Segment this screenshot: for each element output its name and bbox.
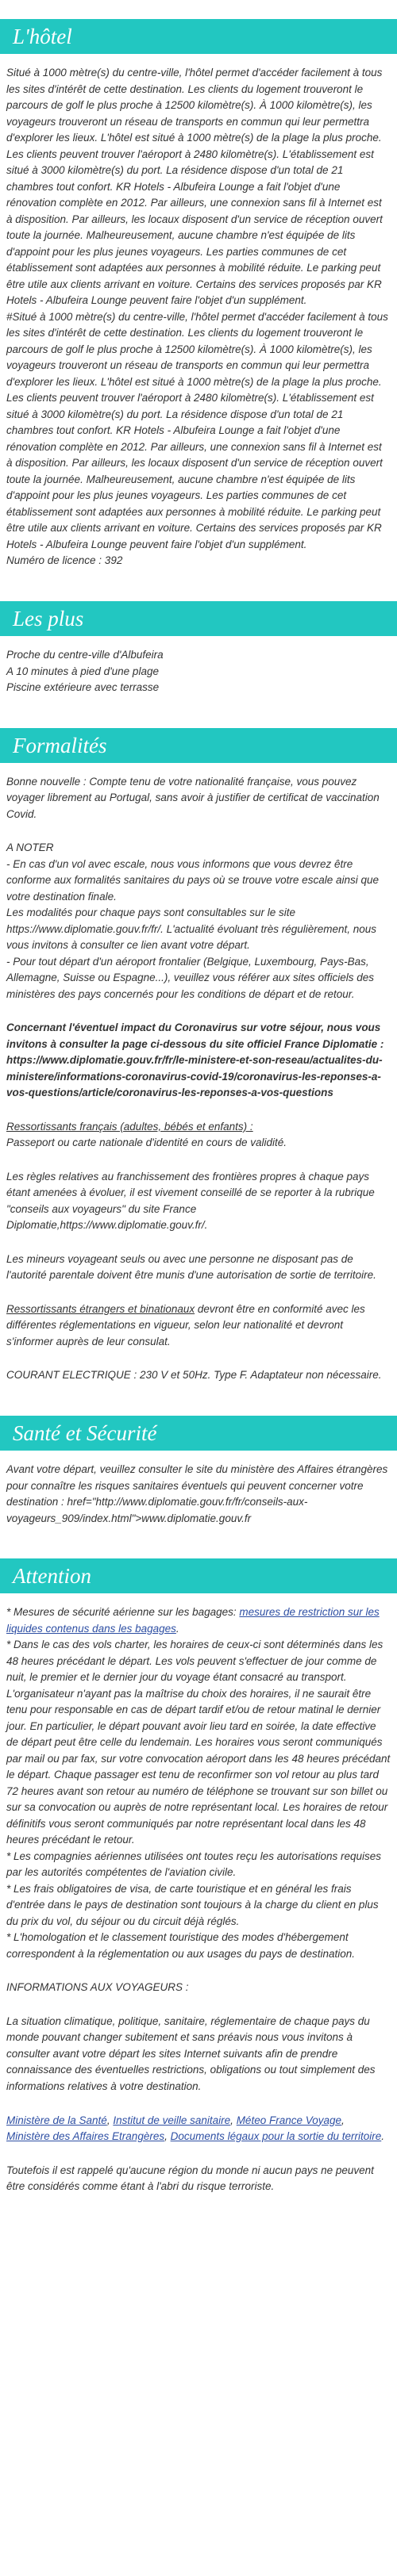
toutefois-text: Toutefois il est rappelé qu'aucune région du monde ni aucun pays ne peuvent être considérés comme étant à l'abri du risque terroriste. xyxy=(6,2164,374,2193)
securite-prefix: * Mesures de sécurité aérienne sur les bagages: xyxy=(6,1606,240,1619)
section-header-sante: Santé et Sécurité xyxy=(0,1416,397,1451)
veille-sanitaire-link[interactable]: Institut de veille sanitaire xyxy=(113,2114,231,2126)
plus-item: A 10 minutes à pied d'une plage xyxy=(6,665,159,677)
frais-obligatoires: * Les frais obligatoires de visa, de carte touristique et en général les frais d'entrée dans le pays de destination sont toujours à la charge du client en plus du prix du vol, du séjour ou du circuit déjà réglés. xyxy=(6,1882,379,1927)
infos-voyageurs-heading: INFORMATIONS AUX VOYAGEURS : xyxy=(6,1981,189,1994)
hotel-licence: Numéro de licence : 392 xyxy=(6,554,123,567)
courant-electrique: COURANT ELECTRIQUE : 230 V et 50Hz. Type F. Adaptateur non nécessaire. xyxy=(6,1369,382,1382)
plus-item: Proche du centre-ville d'Albufeira xyxy=(6,648,164,661)
covid-notice: Concernant l'éventuel impact du Coronavirus sur votre séjour, nous vous invitons à consulter la page ci-dessous du site officiel France Diplomatie : https://www.diplomatie.gouv.fr/fr/le-ministere-et-son-reseau/actualites-du-ministere/informations-coronavirus-covid-19/coronavirus-les-reponses-a-vos-questions/article/coronavirus-les-reponses-a-vos-questions xyxy=(6,1022,384,1099)
situation-text: La situation climatique, politique, sanitaire, réglementaire de chaque pays du monde pouvant changer subitement et sans préavis nous vous invitons à consulter avant votre départ les sites Internet suivants afin de prendre connaissance des éventuelles restrictions, obligations ou tout simplement des informations relatives à votre destination. xyxy=(6,2014,376,2092)
sante-text: Avant votre départ, veuillez consulter le site du ministère des Affaires étrangères pour connaître les risques sanitaires éventuels qui peuvent concerner votre destination : href="http://www.diplomatie.gouv.fr/fr/conseils-aux-voyageurs_909/index.html">www.diplomatie.gouv.fr xyxy=(6,1463,388,1524)
ministere-sante-link[interactable]: Ministère de la Santé xyxy=(6,2114,107,2126)
hotel-paragraph-1: Situé à 1000 mètre(s) du centre-ville, l'hôtel permet d'accéder facilement à tous les sites d'intérêt de cette destination. Les clients du logement trouveront le parcours de golf le plus proche à 12500 kilomètre(s). À 1000 kilomètre(s), les voyageurs trouveront un réseau de transports en commun qui leur permettra d'explorer les lieux. L'hôtel est situé à 1000 mètre(s) de la plage la plus proche. Les clients peuvent trouver l'aéroport à 2480 kilomètre(s). L'établissement est situé à 3000 kilomètre(s) du port. La résidence dispose d'un total de 21 chambres tout confort. KR Hotels - Albufeira Lounge a fait l'objet d'une rénovation complète en 2012. Par ailleurs, une connexion sans fil à Internet est à disposition. Par ailleurs, les locaux disposent d'un service de réception ouvert toute la journée. Malheureusement, aucune chambre n'est équipée de lits d'appoint pour les plus jeunes voyageurs. Les parties communes de cet établissement sont adaptées aux personnes à mobilité réduite. Le parking peut être utile aux clients arrivant en voiture. Certains des services proposés par KR Hotels - Albufeira Lounge peuvent faire l'objet d'un supplément. xyxy=(6,67,383,307)
formalites-content xyxy=(0,774,397,1384)
ressortissants-label: Ressortissants français (adultes, bébés et enfants) : xyxy=(6,1120,253,1133)
documents-legaux-link[interactable]: Documents légaux pour la sortie du territoire xyxy=(170,2130,382,2143)
a-noter-heading: A NOTER xyxy=(6,841,54,854)
mineurs-notice: Les mineurs voyageant seuls ou avec une personne ne disposant pas de l'autorité parentale doivent être munis d'une autorisation de sortie de territoire. xyxy=(6,1252,376,1282)
ressortissants-text: Passeport ou carte nationale d'identité en cours de validité. xyxy=(6,1137,287,1149)
etrangers-text: devront être en conformité avec les différentes réglementations en vigueur, selon leur nationalité et devront s'informer auprès de leur consulat. xyxy=(6,1302,365,1347)
section-header-plus: Les plus xyxy=(0,601,397,636)
section-header-hotel: L'hôtel xyxy=(0,19,397,54)
sante-content xyxy=(0,1462,397,1527)
homologation: * L'homologation et le classement touristique des modes d'hébergement correspondent à la réglementation ou aux usages du pays de destination. xyxy=(6,1931,356,1960)
securite-suffix: . xyxy=(175,1622,179,1635)
attention-content xyxy=(0,1604,397,2195)
a-noter-frontalier: - Pour tout départ d'un aéroport frontalier (Belgique, Luxembourg, Pays-Bas, Allemagne, Suisse ou Espagne...), veuillez vous référer aux sites officiels des ministères des pays concernés pour les conditions de départ et de retour. xyxy=(6,955,374,1000)
a-noter-modalites: Les modalités pour chaque pays sont consultables sur le site https://www.diplomatie.gouv.fr/fr/. L'actualité évoluant très régulièrement, nous vous invitons à consulter ce lien avant votre départ. xyxy=(6,907,377,952)
compagnies-aeriennes: * Les compagnies aériennes utilisées ont toutes reçu les autorisations requises par les autorités compétentes de l'aviation civile. xyxy=(6,1850,382,1879)
section-header-attention: Attention xyxy=(0,1558,397,1593)
etrangers-notice xyxy=(6,1301,391,1351)
etrangers-label: Ressortissants étrangers et binationaux xyxy=(6,1302,195,1315)
regles-frontieres: Les règles relatives au franchissement des frontières propres à chaque pays étant amenées à évoluer, il est vivement conseillé de se reporter à la rubrique "conseils aux voyageurs" du site France Diplomatie,https://www.diplomatie.gouv.fr/. xyxy=(6,1170,375,1232)
info-links: Ministère de la Santé, Institut de veille sanitaire, Méteo France Voyage, Ministère des Affaires Etrangères, Documents légaux pour la sortie du territoire. xyxy=(6,2114,385,2143)
hotel-description xyxy=(0,65,397,569)
section-header-formalites: Formalités xyxy=(0,728,397,763)
meteo-france-link[interactable]: Méteo France Voyage xyxy=(236,2114,342,2126)
formalites-intro: Bonne nouvelle : Compte tenu de votre nationalité française, vous pouvez voyager librement au Portugal, sans avoir à justifier de certificat de vaccination Covid. xyxy=(6,775,380,820)
a-noter-escale: - En cas d'un vol avec escale, nous vous informons que vous devrez être conforme aux formalités sanitaires du pays où se trouve votre escale ainsi que votre destination finale. xyxy=(6,857,379,903)
liquides-restriction-link[interactable]: mesures de restriction sur les liquides contenus dans les bagages xyxy=(6,1606,380,1635)
horaires-charter: * Dans le cas des vols charter, les horaires de ceux-ci sont déterminés dans les 48 heures précédant le départ. Les vols peuvent s'effectuer de jour comme de nuit, le premier et le dernier jour du voyage étant consacré au transport. L'organisateur n'ayant pas la maîtrise du choix des horaires, il ne saurait être tenu pour responsable en cas de départ tardif et/ou de retour matinal le dernier jour. En particulier, le départ pouvant avoir lieu tard en soirée, la date effective de départ peut être celle du lendemain. Les horaires vous seront communiqués par mail ou par fax, sur votre convocation aéroport dans les 48 heures précédant le départ. Chaque passager est tenu de reconfirmer son vol retour au plus tard 72 heures avant son retour au numéro de téléphone se trouvant sur son billet ou sur sa convocation ou auprès de notre représentant local. Les horaires de retour définitifs vous seront communiqués par notre représentant local dans les 48 heures précédant le retour. xyxy=(6,1639,391,1846)
affaires-etrangeres-link[interactable]: Ministère des Affaires Etrangères xyxy=(6,2130,165,2143)
plus-list xyxy=(0,647,397,696)
hotel-paragraph-2: #Situé à 1000 mètre(s) du centre-ville, l'hôtel permet d'accéder facilement à tous les sites d'intérêt de cette destination. Les clients du logement trouveront le parcours de golf le plus proche à 12500 kilomètre(s). À 1000 kilomètre(s), les voyageurs trouveront un réseau de transports en commun qui leur permettra d'explorer les lieux. L'hôtel est situé à 1000 mètre(s) de la plage la plus proche. Les clients peuvent trouver l'aéroport à 2480 kilomètre(s). L'établissement est situé à 3000 kilomètre(s) du port. La résidence dispose d'un total de 21 chambres tout confort. KR Hotels - Albufeira Lounge a fait l'objet d'une rénovation complète en 2012. Par ailleurs, une connexion sans fil à Internet est à disposition. Par ailleurs, les locaux disposent d'un service de réception ouvert toute la journée. Malheureusement, aucune chambre n'est équipée de lits d'appoint pour les plus jeunes voyageurs. Les parties communes de cet établissement sont adaptées aux personnes à mobilité réduite. Le parking peut être utile aux clients arrivant en voiture. Certains des services proposés par KR Hotels - Albufeira Lounge peuvent faire l'objet d'un supplément. xyxy=(6,310,388,550)
plus-item: Piscine extérieure avec terrasse xyxy=(6,681,160,694)
securite-bagages xyxy=(6,1604,391,1637)
